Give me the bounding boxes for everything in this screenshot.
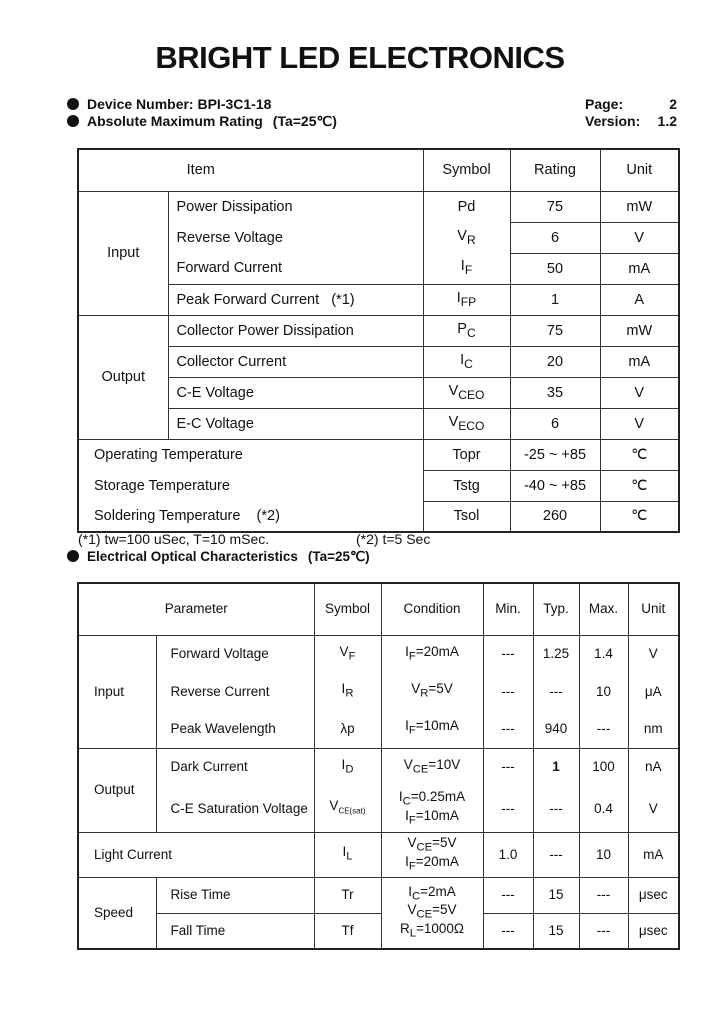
min-cell: --- (483, 786, 533, 832)
param-cell: Forward Voltage (156, 635, 314, 673)
typ-cell: 1.25 (533, 635, 579, 673)
ambient-temp: (Ta=25℃) (307, 549, 370, 564)
min-cell: --- (483, 913, 533, 949)
typ-cell: --- (533, 673, 579, 710)
company-title: BRIGHT LED ELECTRONICS (155, 40, 565, 75)
unit-cell: ℃ (600, 439, 679, 470)
symbol-cell: $P_C$ (423, 315, 510, 346)
table-row (78, 501, 679, 532)
ambient-temp: (Ta=25℃) (272, 113, 337, 129)
group-output: Output (78, 748, 156, 832)
eoc-title: Electrical Optical Characteristics (87, 549, 298, 564)
max-cell: 100 (579, 748, 628, 786)
col-header-item: Item (78, 149, 423, 191)
table-row (78, 913, 679, 949)
col-header-unit: Unit (600, 149, 679, 191)
min-cell: --- (483, 673, 533, 710)
param-cell: Rise Time (156, 877, 314, 913)
unit-cell: V (600, 408, 679, 439)
symbol-cell: $I_C$ (423, 346, 510, 377)
condition-cell: $V_{CE}=5V$ $I_F=20mA$ (381, 832, 483, 877)
page-number: 2 (669, 96, 677, 112)
unit-cell: mW (600, 315, 679, 346)
item-cell: E-C Voltage (168, 408, 423, 439)
rating-cell: 1 (510, 284, 600, 315)
symbol-cell: $I_L$ (314, 832, 381, 877)
symbol-cell: Topr (423, 439, 510, 470)
col-header-symbol: Symbol (423, 149, 510, 191)
symbol-cell: Tf (314, 913, 381, 949)
footnote-2: (*2) t=5 Sec (356, 531, 431, 547)
symbol-cell: $I_R$ (314, 673, 381, 710)
rating-cell: -40 ~ +85 (510, 470, 600, 501)
table-row (78, 253, 679, 284)
rating-cell: 35 (510, 377, 600, 408)
table-row (78, 832, 679, 877)
group-input: Input (78, 635, 156, 748)
typ-cell: 15 (533, 877, 579, 913)
min-cell: --- (483, 748, 533, 786)
min-cell: 1.0 (483, 832, 533, 877)
symbol-cell: $V_{CE(sat)}$ (314, 786, 381, 832)
table-row (78, 377, 679, 408)
item-cell: Soldering Temperature (*2) (78, 501, 423, 532)
condition-cell: $V_{CE}=10V$ (381, 748, 483, 786)
page-label: Page: (585, 96, 624, 112)
col-header-symbol: Symbol (314, 583, 381, 635)
rating-cell: 6 (510, 408, 600, 439)
unit-cell: mA (600, 253, 679, 284)
item-cell: Peak Forward Current (*1) (168, 284, 423, 315)
param-cell: Reverse Current (156, 673, 314, 710)
col-header-parameter: Parameter (78, 583, 314, 635)
max-cell: 0.4 (579, 786, 628, 832)
abs-max-rating-line (67, 113, 337, 130)
symbol-cell: $V_F$ (314, 635, 381, 673)
symbol-cell: Tr (314, 877, 381, 913)
col-header-condition: Condition (381, 583, 483, 635)
rating-cell: -25 ~ +85 (510, 439, 600, 470)
table-row (78, 673, 679, 710)
table-row (78, 635, 679, 673)
item-cell: Forward Current (168, 253, 423, 284)
unit-cell: mW (600, 191, 679, 222)
max-cell: 1.4 (579, 635, 628, 673)
table-header-row (78, 583, 679, 635)
electrical-optical-table (77, 582, 680, 950)
group-light-current: Light Current (78, 832, 314, 877)
col-header-max: Max. (579, 583, 628, 635)
unit-cell: A (600, 284, 679, 315)
symbol-cell: $V_{CEO}$ (423, 377, 510, 408)
col-header-typ: Typ. (533, 583, 579, 635)
condition-cell: $V_R=5V$ (381, 673, 483, 710)
max-cell: 10 (579, 673, 628, 710)
unit-cell: nA (628, 748, 679, 786)
unit-cell: V (600, 222, 679, 253)
symbol-cell: $I_{FP}$ (423, 284, 510, 315)
symbol-cell: $I_F$ (423, 253, 510, 284)
item-cell: Collector Power Dissipation (168, 315, 423, 346)
symbol-cell: Tsol (423, 501, 510, 532)
table-row (78, 470, 679, 501)
symbol-cell: $V_{ECO}$ (423, 408, 510, 439)
version-label: Version: (585, 113, 641, 129)
rating-cell: 75 (510, 191, 600, 222)
table-row (78, 877, 679, 913)
group-input: Input (78, 191, 168, 315)
typ-cell: --- (533, 786, 579, 832)
param-cell: Fall Time (156, 913, 314, 949)
table-row (78, 710, 679, 748)
typ-cell: 1 (533, 748, 579, 786)
max-cell: --- (579, 877, 628, 913)
param-cell: Dark Current (156, 748, 314, 786)
eoc-title-line (67, 549, 370, 565)
abs-max-rating-title: Absolute Maximum Rating (87, 113, 263, 129)
symbol-cell: Pd (423, 191, 510, 222)
rating-cell: 50 (510, 253, 600, 284)
unit-cell: ℃ (600, 501, 679, 532)
col-header-min: Min. (483, 583, 533, 635)
min-cell: --- (483, 710, 533, 748)
bullet-icon (67, 550, 79, 562)
table-row (78, 315, 679, 346)
item-cell: Reverse Voltage (168, 222, 423, 253)
footnote-1: (*1) tw=100 uSec, T=10 mSec. (78, 531, 270, 547)
condition-cell: $I_F=10mA$ (381, 710, 483, 748)
param-cell: C-E Saturation Voltage (156, 786, 314, 832)
max-cell: 10 (579, 832, 628, 877)
rating-cell: 20 (510, 346, 600, 377)
bullet-icon (67, 98, 79, 110)
unit-cell: μA (628, 673, 679, 710)
rating-cell: 260 (510, 501, 600, 532)
unit-cell: V (628, 635, 679, 673)
col-header-rating: Rating (510, 149, 600, 191)
item-cell: Storage Temperature (78, 470, 423, 501)
table-row (78, 222, 679, 253)
rating-cell: 6 (510, 222, 600, 253)
typ-cell: --- (533, 832, 579, 877)
unit-cell: mA (628, 832, 679, 877)
table-row (78, 346, 679, 377)
max-cell: --- (579, 710, 628, 748)
item-cell: Operating Temperature (78, 439, 423, 470)
col-header-unit: Unit (628, 583, 679, 635)
param-cell: Peak Wavelength (156, 710, 314, 748)
symbol-cell: $I_D$ (314, 748, 381, 786)
symbol-cell: Tstg (423, 470, 510, 501)
typ-cell: 15 (533, 913, 579, 949)
item-cell: Collector Current (168, 346, 423, 377)
table-row (78, 408, 679, 439)
table-row (78, 191, 679, 222)
condition-cell: $I_F=20mA$ (381, 635, 483, 673)
unit-cell: mA (600, 346, 679, 377)
item-cell: C-E Voltage (168, 377, 423, 408)
rating-cell: 75 (510, 315, 600, 346)
min-cell: --- (483, 877, 533, 913)
device-number: Device Number: BPI-3C1-18 (87, 96, 272, 112)
bullet-icon (67, 115, 79, 127)
unit-cell: V (628, 786, 679, 832)
condition-cell: $I_C=0.25mA$ $I_F=10mA$ (381, 786, 483, 832)
symbol-cell: λp (314, 710, 381, 748)
unit-cell: ℃ (600, 470, 679, 501)
table-row (78, 284, 679, 315)
unit-cell: μsec (628, 913, 679, 949)
typ-cell: 940 (533, 710, 579, 748)
version-number: 1.2 (657, 113, 677, 129)
min-cell: --- (483, 635, 533, 673)
table-row (78, 439, 679, 470)
group-output: Output (78, 315, 168, 439)
unit-cell: V (600, 377, 679, 408)
absolute-maximum-rating-table (77, 148, 680, 533)
item-cell: Power Dissipation (168, 191, 423, 222)
device-number-line (67, 96, 271, 112)
symbol-cell: $V_R$ (423, 222, 510, 253)
max-cell: --- (579, 913, 628, 949)
unit-cell: nm (628, 710, 679, 748)
unit-cell: μsec (628, 877, 679, 913)
table-row (78, 748, 679, 786)
table-header-row (78, 149, 679, 191)
table-row (78, 786, 679, 832)
group-speed: Speed (78, 877, 156, 949)
condition-cell: $I_C=2mA$ $V_{CE}=5V$ $R_L=1000\Omega$ (381, 877, 483, 949)
